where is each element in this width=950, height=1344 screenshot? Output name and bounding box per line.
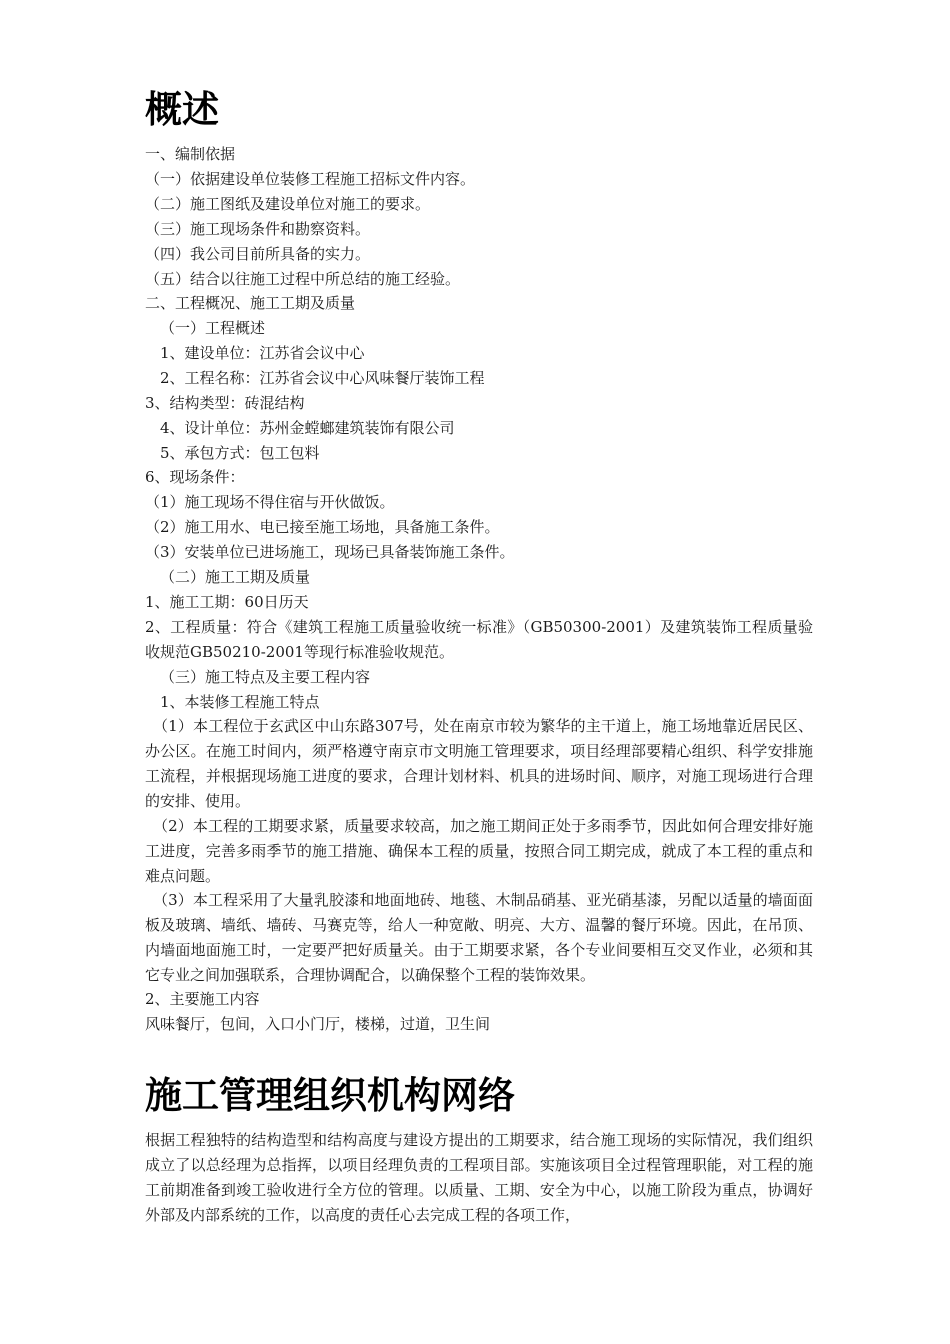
site-condition-1: （1）施工现场不得住宿与开伙做饭。 bbox=[145, 493, 395, 511]
organization-paragraph: 根据工程独特的结构造型和结构高度与建设方提出的工期要求，结合施工现场的实际情况，我们组织成立了以总经理为总指挥，以项目经理负责的工程项目部。实施该项目全过程管理职能，对工程的施工前期准备到竣工验收进行全方位的管理。以质量、工期、安全为中心，以施工阶段为重点，协调好外部及内部系统的工作，以高度的责任心去完成工程的各项工作， bbox=[145, 1131, 813, 1224]
subsection-project-overview: （一）工程概述 bbox=[160, 319, 266, 337]
overview-item-contract: 5、承包方式：包工包料 bbox=[160, 444, 320, 462]
basis-item-2: （二）施工图纸及建设单位对施工的要求。 bbox=[145, 195, 431, 213]
overview-item-site-conditions: 6、现场条件： bbox=[145, 468, 245, 486]
section-overview-title: 二、工程概况、施工工期及质量 bbox=[145, 294, 356, 312]
heading-overview: 概述 bbox=[145, 88, 219, 131]
feature-paragraph-2: （2）本工程的工期要求紧，质量要求较高，加之施工期间正处于多雨季节，因此如何合理安排好施工进度，完善多雨季节的施工措施、确保本工程的质量，按照合同工期完成，就成了本工程的重点和难点问题。 bbox=[145, 817, 813, 885]
main-content-title: 2、主要施工内容 bbox=[145, 990, 260, 1008]
overview-item-owner: 1、建设单位：江苏省会议中心 bbox=[160, 344, 365, 362]
basis-item-1: （一）依据建设单位装修工程施工招标文件内容。 bbox=[145, 170, 476, 188]
main-content-list: 风味餐厅，包间，入口小门厅，楼梯，过道，卫生间 bbox=[145, 1015, 491, 1033]
section-basis-title: 一、编制依据 bbox=[145, 145, 236, 163]
feature-paragraph-3: （3）本工程采用了大量乳胶漆和地面地砖、地毯、木制品硝基、亚光硝基漆，另配以适量的墙面面板及玻璃、墙纸、墙砖、马赛克等，给人一种宽敞、明亮、大方、温馨的餐厅环境。因此，在吊顶、内墙面地面施工时，一定要严把好质量关。由于工期要求紧，各个专业间要相互交叉作业，必须和其它专业之间加强联系，合理协调配合，以确保整个工程的装饰效果。 bbox=[145, 891, 813, 984]
site-condition-3: （3）安装单位已进场施工，现场已具备装饰施工条件。 bbox=[145, 543, 515, 561]
subsection-schedule-quality: （二）施工工期及质量 bbox=[160, 568, 311, 586]
site-condition-2: （2）施工用水、电已接至施工场地，具备施工条件。 bbox=[145, 518, 500, 536]
feature-paragraph-1: （1）本工程位于玄武区中山东路307号，处在南京市较为繁华的主干道上，施工场地靠近居民区、办公区。在施工时间内，须严格遵守南京市文明施工管理要求，项目经理部要精心组织、科学安排施工流程，并根据现场施工进度的要求，合理计划材料、机具的进场时间、顺序，对施工现场进行合理的安排、使用。 bbox=[145, 717, 813, 810]
quality-paragraph: 2、工程质量：符合《建筑工程施工质量验收统一标准》（GB50300-2001）及建筑装饰工程质量验收规范GB50210-2001等现行标准验收规范。 bbox=[145, 618, 813, 661]
heading-organization: 施工管理组织机构网络 bbox=[145, 1074, 515, 1117]
overview-item-project-name: 2、工程名称：江苏省会议中心风味餐厅装饰工程 bbox=[160, 369, 485, 387]
basis-item-5: （五）结合以往施工过程中所总结的施工经验。 bbox=[145, 270, 461, 288]
schedule-duration: 1、施工工期：60日历天 bbox=[145, 593, 309, 611]
overview-item-designer: 4、设计单位：苏州金螳螂建筑装饰有限公司 bbox=[160, 419, 455, 437]
basis-item-3: （三）施工现场条件和勘察资料。 bbox=[145, 220, 371, 238]
overview-item-structure: 3、结构类型：砖混结构 bbox=[145, 394, 305, 412]
basis-item-4: （四）我公司目前所具备的实力。 bbox=[145, 245, 371, 263]
features-title: 1、本装修工程施工特点 bbox=[160, 693, 320, 711]
subsection-features-content: （三）施工特点及主要工程内容 bbox=[160, 668, 371, 686]
